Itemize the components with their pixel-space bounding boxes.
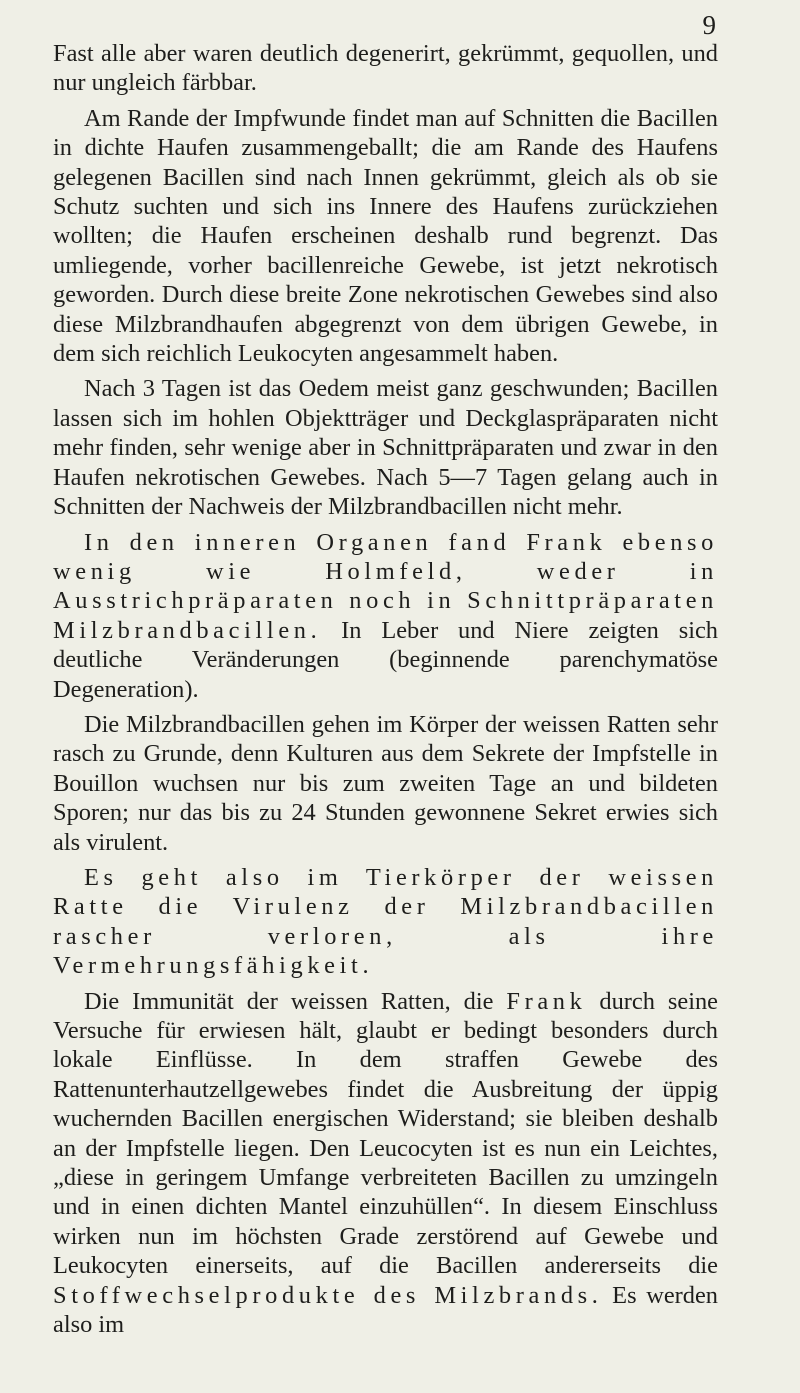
page-number: 9: [702, 10, 716, 40]
paragraph-7: [53, 987, 718, 1340]
paragraph-7-name: Frank: [506, 987, 587, 1015]
paragraph-7-part-c: Es werden also im: [53, 1281, 718, 1339]
paragraph-3: Nach 3 Tagen ist das Oedem meist ganz geschwunden; Bacillen lassen sich im hohlen Objektträger und Deckglaspräparaten nicht mehr finden, sehr wenige aber in Schnittpräparaten und zwar in den Haufen nekrotischen Gewebes. Nach 5—7 Tagen gelang auch in Schnitten der Nachweis der Milzbrandbacillen nicht mehr.: [53, 375, 718, 521]
paragraph-4: [53, 528, 718, 704]
paragraph-7-part-a: Die Immunität der weissen Ratten, die: [84, 987, 507, 1015]
paragraph-2: Am Rande der Impfwunde findet man auf Schnitten die Bacillen in dichte Haufen zusammengeballt; die am Rande des Haufens gelegenen Bacillen sind nach Innen gekrümmt, gleich als ob sie Schutz suchten und sich ins Innere des Haufens zurückziehen wollten; die Haufen erscheinen deshalb rund begrenzt. Das umliegende, vorher bacillenreiche Gewebe, ist jetzt nekrotisch geworden. Durch diese breite Zone nekrotischen Gewebes sind also diese Milzbrandhaufen abgegrenzt von dem übrigen Gewebe, in dem sich reichlich Leukocyten angesammelt haben.: [53, 104, 718, 368]
paragraph-5: Die Milzbrandbacillen gehen im Körper der weissen Ratten sehr rasch zu Grunde, denn Kulturen aus dem Sekrete der Impfstelle in Bouillon wuchsen nur bis zum zweiten Tage an und bildeten Sporen; nur das bis zu 24 Stunden gewonnene Sekret erwies sich als virulent.: [53, 710, 718, 856]
paragraph-7-emphasis: Stoffwechselprodukte des Milzbrands.: [53, 1281, 603, 1309]
paragraph-7-part-b: durch seine Versuche für erwiesen hält, glaubt er bedingt besonders durch lokale Einflüsse. In dem straffen Gewebe des Rattenunterhautzellgewebes findet die Ausbreitung der üppig wuchernden Bacillen energischen Widerstand; sie bleiben deshalb an der Impfstelle liegen. Den Leucocyten ist es nun ein Leichtes, „diese in geringem Umfange verbreiteten Bacillen zu umzingeln und in einen dichten Mantel einzuhüllen“. In diesem Einschluss wirken nun im höchsten Grade zerstörend auf Gewebe und Leukocyten einerseits, auf die Bacillen andererseits die: [53, 987, 718, 1280]
paragraph-6-emphasis: Es geht also im Tierkörper der weissen Ratte die Virulenz der Milzbrandbacillen rascher verloren, als ihre Vermehrungsfähigkeit.: [53, 863, 718, 980]
body-text: [53, 39, 718, 1345]
paragraph-6: [53, 863, 718, 981]
paragraph-4-rest: In Leber und Niere zeigten sich deutliche Veränderungen (beginnende parenchymatöse Degeneration).: [53, 616, 718, 703]
paragraph-1: Fast alle aber waren deutlich degenerirt, gekrümmt, gequollen, und nur ungleich färbbar.: [53, 40, 718, 97]
paragraph-4-emphasis: In den inneren Organen fand Frank ebenso wenig wie Holmfeld, weder in Ausstrichpräparaten noch in Schnittpräparaten Milzbrandbacillen.: [53, 528, 718, 644]
